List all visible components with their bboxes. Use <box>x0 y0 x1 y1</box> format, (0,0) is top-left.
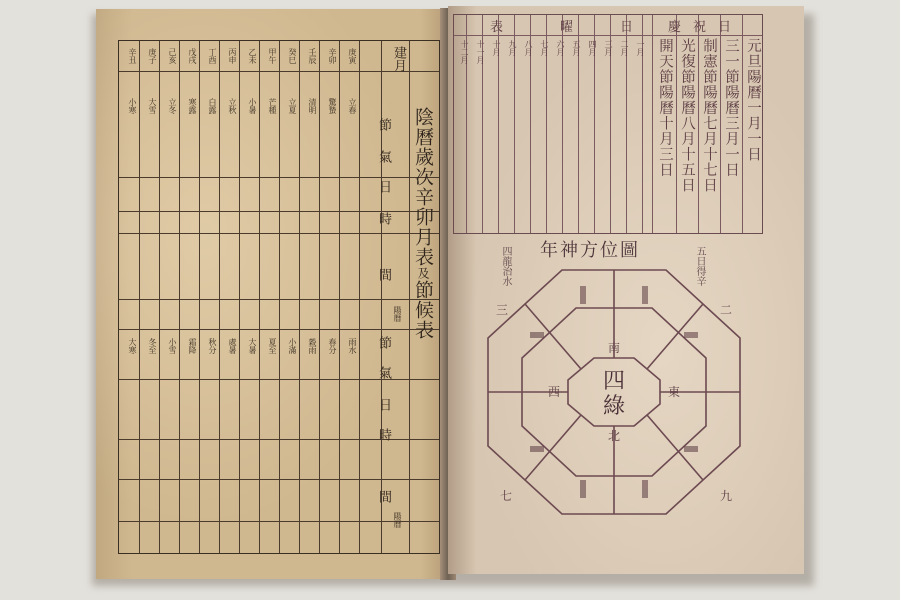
inscription-mark <box>642 286 648 304</box>
month-col: 九月 <box>508 40 517 56</box>
term-cell: 小雪 <box>168 338 177 354</box>
term-cell: 夏至 <box>268 338 277 354</box>
header-month: 建月 <box>391 46 406 72</box>
holiday-entry: 開天節陽曆十月三日 <box>657 38 673 178</box>
term-cell: 大寒 <box>128 338 137 354</box>
table-rule <box>159 41 160 553</box>
term-cell: 白露 <box>208 98 217 114</box>
table-rule <box>299 41 300 553</box>
col-header: 戊戌 <box>188 48 197 64</box>
holiday-entry: 制憲節陽曆七月十七日 <box>701 38 717 193</box>
lunar-page-title <box>406 98 440 348</box>
holiday-entry: 三一節陽曆三月一日 <box>723 38 739 178</box>
term-cell: 芒種 <box>268 98 277 114</box>
term-cell: 清明 <box>308 98 317 114</box>
diagram-title: 年神方位圖 <box>540 240 640 261</box>
month-col: 六月 <box>556 40 565 56</box>
table-rule <box>139 41 140 553</box>
inscription-mark <box>642 480 648 498</box>
term-cell: 冬至 <box>148 338 157 354</box>
table-rule <box>279 41 280 553</box>
note-right: 五日得辛 <box>694 246 705 286</box>
dir-upper-right: 二 <box>719 303 733 317</box>
table-rule <box>319 41 320 553</box>
title-end: 節候表 <box>412 279 434 340</box>
term-cell: 立春 <box>348 98 357 114</box>
section-label: 時 <box>376 212 391 225</box>
section-label: 時 <box>376 428 391 441</box>
term-cell: 小滿 <box>288 338 297 354</box>
section-label: 間 <box>376 490 391 503</box>
side-label: 陽曆 <box>393 512 402 528</box>
term-cell: 大雪 <box>148 98 157 114</box>
title-main: 陰曆歲次辛卯月表 <box>412 106 434 267</box>
table-rule <box>339 41 340 553</box>
month-col: 十二月 <box>460 40 469 64</box>
term-cell: 穀雨 <box>308 338 317 354</box>
table-rule <box>179 41 180 553</box>
col-header: 甲午 <box>268 48 277 64</box>
term-cell: 秋分 <box>208 338 217 354</box>
side-label: 陽曆 <box>393 306 402 322</box>
term-cell: 大暑 <box>248 338 257 354</box>
month-col: 五月 <box>572 40 581 56</box>
col-header: 壬辰 <box>308 48 317 64</box>
month-col: 十月 <box>492 40 501 56</box>
col-header: 庚寅 <box>348 48 357 64</box>
dir-east: 東 <box>667 385 681 399</box>
col-header: 乙未 <box>248 48 257 64</box>
col-header: 丁酉 <box>208 48 217 64</box>
month-col: 十一月 <box>476 40 485 64</box>
col-header: 辛丑 <box>128 48 137 64</box>
col-header: 己亥 <box>168 48 177 64</box>
dir-lower-left: 三 <box>495 303 509 317</box>
table-rule <box>454 35 762 36</box>
holiday-entry: 光復節陽曆八月十五日 <box>679 38 695 193</box>
section-label: 日 <box>376 398 391 411</box>
holiday-entry: 元旦陽曆一月一日 <box>745 38 761 162</box>
octagon-svg <box>464 262 764 552</box>
dir-bottom-right: 九 <box>719 489 733 503</box>
table-rule <box>239 41 240 553</box>
term-cell: 寒露 <box>188 98 197 114</box>
month-col: 七月 <box>540 40 549 56</box>
center-label: 四 <box>602 369 626 394</box>
term-cell: 驚蟄 <box>328 98 337 114</box>
table-rule <box>199 41 200 553</box>
term-cell: 立夏 <box>288 98 297 114</box>
section-label: 日 <box>376 180 391 193</box>
section-label: 氣 <box>376 150 391 163</box>
section-label: 節 <box>376 336 391 349</box>
section-label: 節 <box>376 118 391 131</box>
direction-diagram <box>464 262 764 552</box>
table-title-mid: 曜 <box>560 20 574 35</box>
table-rule <box>652 15 653 233</box>
term-cell: 雨水 <box>348 338 357 354</box>
note-left: 四龍治水 <box>500 246 511 286</box>
dir-bottom-left: 七 <box>499 489 513 503</box>
section-label: 氣 <box>376 366 391 379</box>
col-header: 丙申 <box>228 48 237 64</box>
center-label-2: 綠 <box>602 394 626 419</box>
dir-south: 南 <box>607 341 621 355</box>
inscription-mark <box>580 480 586 498</box>
term-cell: 春分 <box>328 338 337 354</box>
table-rule <box>259 41 260 553</box>
inscription-mark <box>580 286 586 304</box>
col-header: 庚子 <box>148 48 157 64</box>
month-col: 四月 <box>588 40 597 56</box>
month-col: 三月 <box>604 40 613 56</box>
inscription-mark <box>684 332 698 338</box>
holiday-title: 慶祝日 <box>668 20 744 35</box>
term-cell: 霜降 <box>188 338 197 354</box>
term-cell: 立秋 <box>228 98 237 114</box>
table-title-left: 表 <box>490 20 504 35</box>
inscription-mark <box>530 446 544 452</box>
term-cell: 小寒 <box>128 98 137 114</box>
section-label: 間 <box>376 268 391 281</box>
month-col: 八月 <box>524 40 533 56</box>
term-cell: 處暑 <box>228 338 237 354</box>
table-rule <box>219 41 220 553</box>
table-rule <box>359 41 360 553</box>
month-col: 二月 <box>620 40 629 56</box>
col-header: 癸巳 <box>288 48 297 64</box>
inscription-mark <box>530 332 544 338</box>
dir-north: 北 <box>607 429 621 443</box>
table-title-right: 日 <box>620 20 634 35</box>
col-header: 辛卯 <box>328 48 337 64</box>
title-small: 及 <box>416 266 430 280</box>
month-col: 一月 <box>636 40 645 56</box>
dir-west: 西 <box>547 385 561 399</box>
term-cell: 小暑 <box>248 98 257 114</box>
term-cell: 立冬 <box>168 98 177 114</box>
inscription-mark <box>684 446 698 452</box>
